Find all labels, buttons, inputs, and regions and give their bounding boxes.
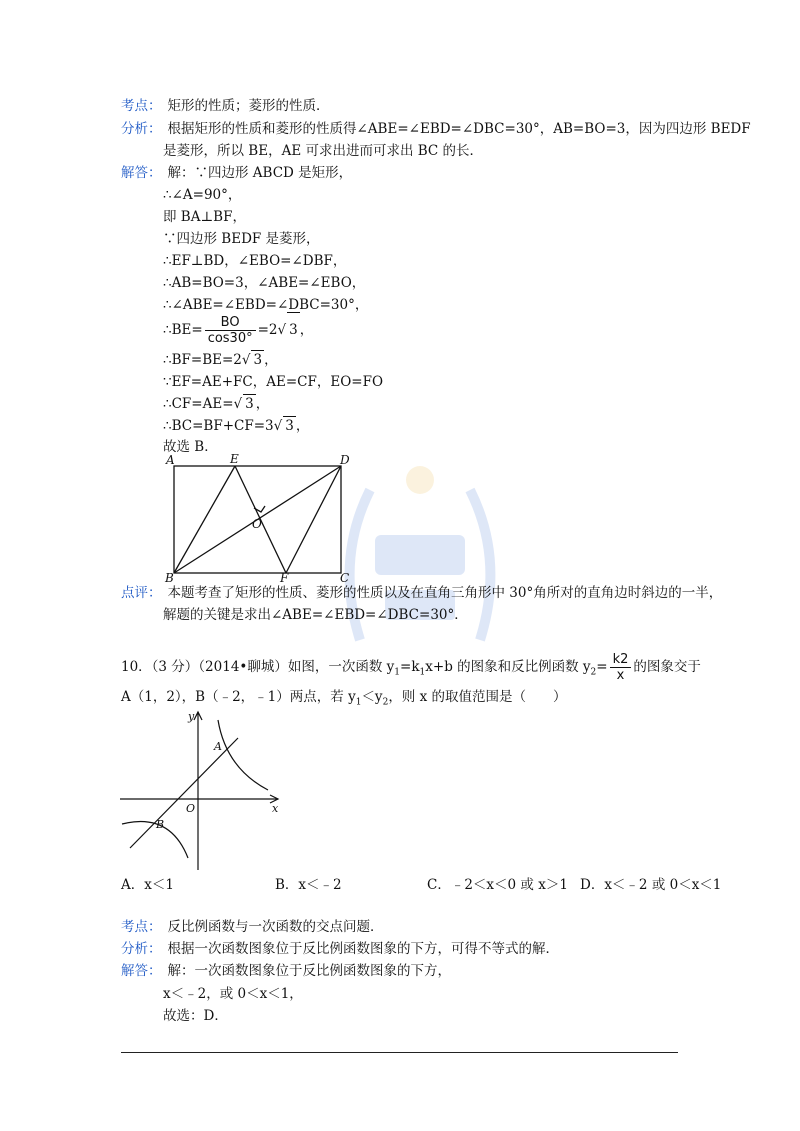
label-F: F [280, 571, 289, 584]
q9-kaodian: 考点： 矩形的性质；菱形的性质． [121, 98, 330, 114]
option-c: C．﹣2＜x＜0 或 x＞1 [427, 877, 568, 893]
label-A: A [214, 740, 222, 753]
q9-bf-line: ∴BF=BE=2√ 3 ， [163, 352, 278, 368]
fraction: $\frac{BO}{\cos 30^\circ}$ [205, 315, 256, 346]
label-x: x [272, 802, 279, 815]
option-b: B．x＜﹣2 [275, 877, 342, 893]
q9-be-formula: ∴BE= $\frac{BO}{\cos 30^\circ}$ =2√ 3 ， [163, 312, 313, 347]
q10-jieda: 解答： 解：一次函数图象位于反比例函数图象的下方， [121, 963, 451, 979]
q9-cf-line: ∴CF=AE=√ 3 ， [163, 396, 270, 412]
q9-jieda: 解答： 解：∵四边形 ABCD 是矩形， [121, 165, 353, 181]
label-O: O [252, 517, 262, 531]
q10-kaodian: 考点： 反比例函数与一次函数的交点问题． [121, 919, 384, 935]
q9-dianping: 点评： 本题考查了矩形的性质、菱形的性质以及在直角三角形中 30°角所对的直角边时斜边的一半， [121, 585, 723, 601]
right-angle-mark [254, 506, 265, 512]
hyperbola-branch-1 [218, 720, 268, 790]
q9-line: ∴AB=BO=3，∠ABE=∠EBO， [163, 275, 366, 291]
q9-line: ∵四边形 BEDF 是菱形， [163, 231, 320, 247]
function-graph [118, 708, 290, 874]
fraction: $\frac{k2}{x}$ [610, 652, 632, 683]
label-E: E [230, 452, 239, 466]
linear-function-line [130, 738, 238, 848]
q10-stem-2: A（1，2），B（﹣2，﹣1）两点，若 $y_1<y_2$，则 x 的取值范围是（ ） [121, 689, 567, 708]
side-fd [286, 466, 341, 573]
label-B: B [165, 571, 174, 584]
hyperbola-branch-2 [122, 822, 188, 858]
q10-jieda-3: 故选：D． [163, 1008, 228, 1024]
footer-rule [121, 1052, 678, 1053]
q9-fenxi-2: 是菱形，所以 BE，AE 可求出进而可求出 BC 的长． [163, 143, 484, 159]
q10-jieda-2: x＜﹣2，或 0＜x＜1， [163, 986, 303, 1002]
q9-answer: 故选 B． [163, 439, 218, 455]
label-C: C [340, 571, 350, 584]
q9-line: ∴EF⊥BD，∠EBO=∠DBF， [163, 253, 347, 269]
q10-stem: 10．（3 分）（2014•聊城）如图，一次函数 $y_1=k_1x+b$ 的图象和反比例函数 $y_2=$ $\frac{k2}{x}$ 的图象交于 [121, 652, 701, 683]
label-B: B [156, 818, 165, 831]
q9-dianping-2: 解题的关键是求出∠ABE=∠EBD=∠DBC=30°． [163, 607, 468, 623]
side-be [174, 466, 235, 573]
option-d: D．x＜﹣2 或 0＜x＜1 [580, 877, 722, 893]
q9-line: ∴∠ABE=∠EBD=∠DBC=30°， [163, 297, 369, 313]
option-a: A．x＜1 [121, 877, 174, 893]
q9-fenxi: 分析： 根据矩形的性质和菱形的性质得∠ABE=∠EBD=∠DBC=30°，AB=BO=3，因为四边形 BEDF [121, 121, 751, 137]
q9-bc-line: ∴BC=BF+CF=3√ 3 ， [163, 418, 310, 434]
q10-fenxi: 分析： 根据一次函数图象位于反比例函数图象的下方，可得不等式的解． [121, 941, 559, 957]
label-D: D [340, 453, 350, 467]
rectangle-rhombus-figure [160, 452, 360, 584]
label-O: O [186, 802, 196, 815]
q9-line: 即 BA⊥BF， [163, 209, 246, 225]
label-A: A [166, 453, 175, 467]
q9-line: ∴∠A=90°， [163, 187, 242, 203]
q9-ef-line: ∵EF=AE+FC，AE=CF，EO=FO [163, 374, 384, 390]
label-y: y [188, 710, 195, 723]
